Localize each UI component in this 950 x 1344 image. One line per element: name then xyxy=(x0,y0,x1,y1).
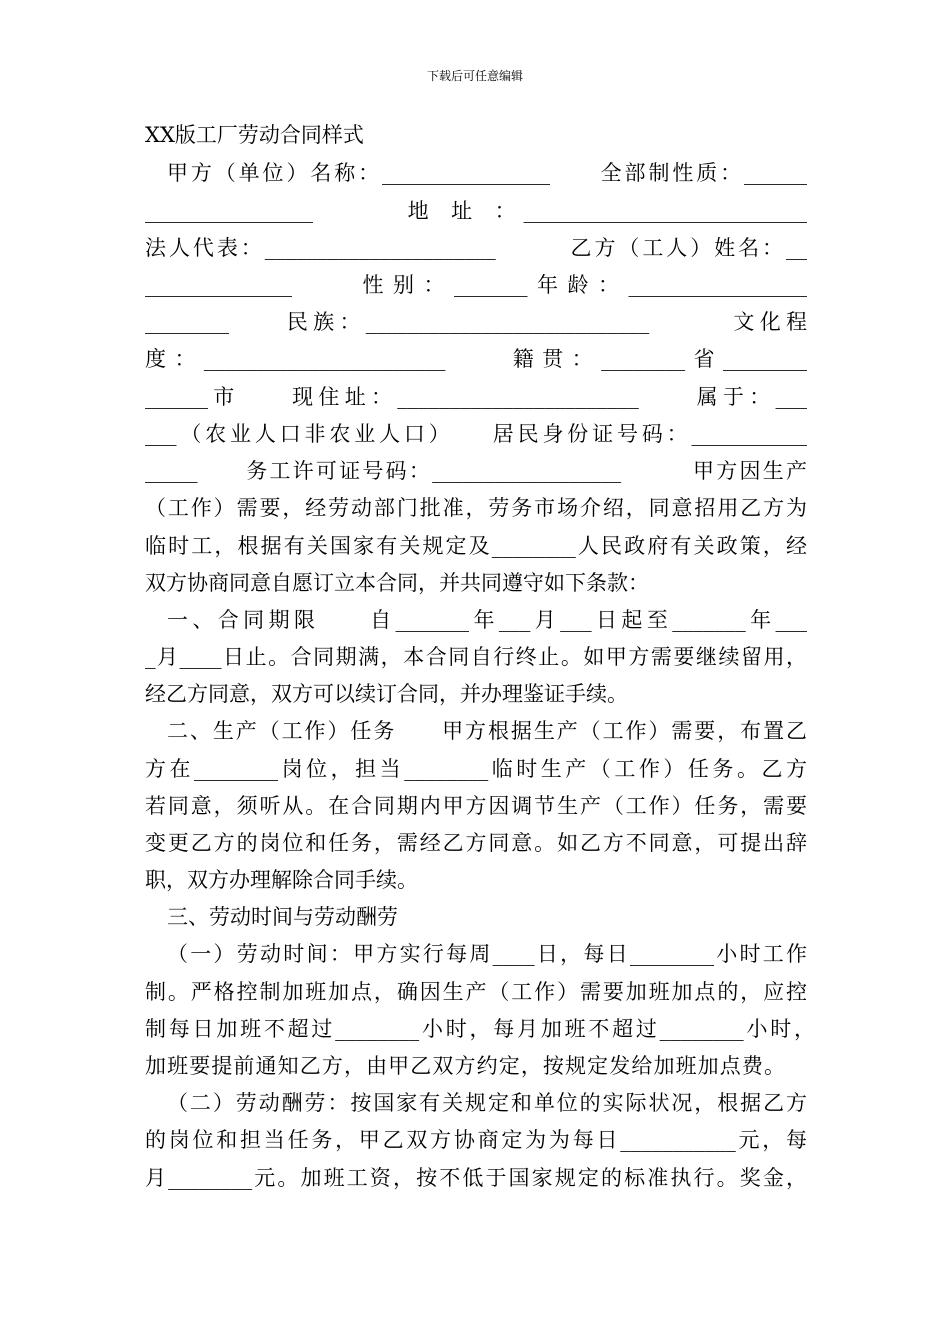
paragraph-line: ___（农业人口非农业人口） 居民身份证号码：___________ xyxy=(145,422,807,446)
paragraph-line: 若同意，须听从。在合同期内甲方因调节生产（工作）任务，需要 xyxy=(145,794,807,818)
paragraph-line: 制。严格控制加班加点，确因生产（工作）需要加班加点的，应控 xyxy=(145,980,807,1004)
paragraph-line: ________________ 地 址 ：___________________________ xyxy=(145,199,807,223)
paragraph-line: 变更乙方的岗位和任务，需经乙方同意。如乙方不同意，可提出辞 xyxy=(145,831,807,855)
paragraph-line: ________ 民族：___________________________ 文化程 xyxy=(145,310,807,334)
subclause-one-line: （一）劳动时间：甲方实行每周____日，每日________小时工作 xyxy=(167,942,807,966)
paragraph-line: 加班要提前通知乙方，由甲乙双方约定，按规定发给加班加点费。 xyxy=(145,1054,785,1078)
paragraph-line: ______市 现住址：_______________________ 属于：___ xyxy=(145,385,807,409)
paragraph-line: 方在________岗位，担当________临时生产（工作）任务。乙方 xyxy=(145,757,807,781)
clause-two-line: 二、生产（工作）任务 甲方根据生产（工作）需要，布置乙 xyxy=(167,719,807,743)
paragraph-line: 临时工，根据有关国家有关规定及________人民政府有关政策，经 xyxy=(145,534,807,558)
paragraph-line: 经乙方同意，双方可以续订合同，并办理鉴证手续。 xyxy=(145,682,628,706)
paragraph-line: 甲方（单位）名称：________________ 全部制性质：______ xyxy=(167,161,807,185)
clause-three-heading: 三、劳动时间与劳动酬劳 xyxy=(167,905,398,929)
paragraph-line: _月____日止。合同期满，本合同自行终止。如甲方需要继续留用， xyxy=(145,645,807,669)
paragraph-line: 的岗位和担当任务，甲乙双方协商定为为每日___________元，每 xyxy=(145,1128,807,1152)
paragraph-line: _____ 务工许可证号码：__________________ 甲方因生产 xyxy=(145,459,807,483)
paragraph-line: 制每日加班不超过________小时，每月加班不超过________小时， xyxy=(145,1017,815,1041)
paragraph-line: 月________元。加班工资，按不低于国家规定的标准执行。奖金， xyxy=(145,1166,807,1190)
paragraph-line: ______________ 性别：_______年龄：_________________ xyxy=(145,273,807,297)
document-title: XX版工厂劳动合同样式 xyxy=(145,123,364,147)
paragraph-line: （工作）需要，经劳动部门批准，劳务市场介绍，同意招用乙方为 xyxy=(145,496,807,520)
subclause-two-line: （二）劳动酬劳：按国家有关规定和单位的实际状况，根据乙方 xyxy=(167,1091,807,1115)
paragraph-line: 法人代表：______________________ 乙方（工人）姓名：__ xyxy=(145,236,807,260)
paragraph-line: 双方协商同意自愿订立本合同，并共同遵守如下条款： xyxy=(145,571,649,595)
paragraph-line: 职，双方办理解除合同手续。 xyxy=(145,868,418,892)
paragraph-line: 度：_______________________ 籍贯：________省________ xyxy=(145,347,807,371)
clause-one-line: 一、合同期限 自_______年___月___日起至_______年___ xyxy=(167,608,807,632)
page-header: 下载后可任意编辑 xyxy=(426,69,523,83)
